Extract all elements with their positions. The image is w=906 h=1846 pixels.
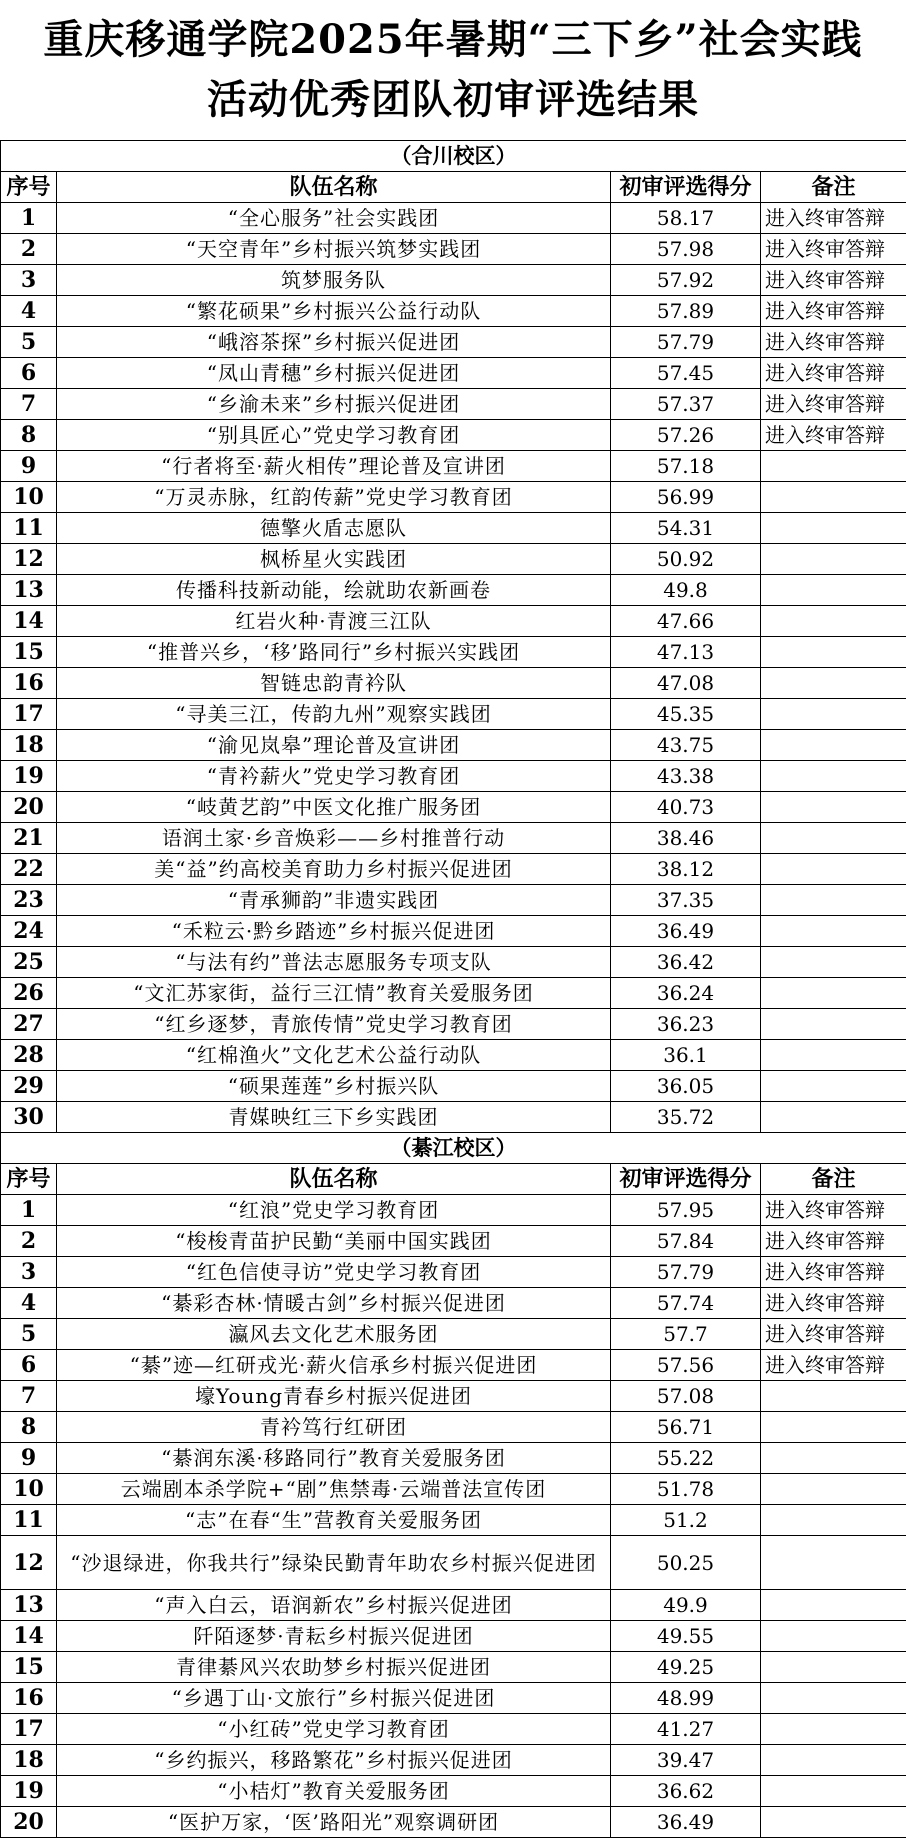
row-seq: 15 bbox=[1, 1652, 57, 1683]
row-note: 进入终审答辩 bbox=[761, 1226, 906, 1257]
header-team-name: 队伍名称 bbox=[57, 172, 611, 203]
table-row bbox=[1, 544, 906, 575]
row-team-name: “红乡逐梦，青旅传情”党史学习教育团 bbox=[57, 1009, 611, 1040]
table-row bbox=[1, 1288, 906, 1319]
row-seq: 11 bbox=[1, 1505, 57, 1536]
header-score: 初审评选得分 bbox=[611, 1164, 761, 1195]
row-score: 57.74 bbox=[611, 1288, 761, 1319]
row-score: 35.72 bbox=[611, 1102, 761, 1133]
row-score: 57.45 bbox=[611, 358, 761, 389]
row-seq: 21 bbox=[1, 823, 57, 854]
row-seq: 4 bbox=[1, 1288, 57, 1319]
row-note bbox=[761, 1621, 906, 1652]
row-team-name: 筑梦服务队 bbox=[57, 265, 611, 296]
row-score: 43.75 bbox=[611, 730, 761, 761]
row-seq: 22 bbox=[1, 854, 57, 885]
row-score: 37.35 bbox=[611, 885, 761, 916]
table-row bbox=[1, 823, 906, 854]
row-team-name: “医护万家，‘医’路阳光”观察调研团 bbox=[57, 1807, 611, 1838]
row-team-name: “声入白云，语润新农”乡村振兴促进团 bbox=[57, 1590, 611, 1621]
row-seq: 19 bbox=[1, 1776, 57, 1807]
table-row bbox=[1, 1412, 906, 1443]
row-score: 57.79 bbox=[611, 327, 761, 358]
row-seq: 20 bbox=[1, 1807, 57, 1838]
row-team-name: “别具匠心”党史学习教育团 bbox=[57, 420, 611, 451]
row-score: 36.23 bbox=[611, 1009, 761, 1040]
row-seq: 6 bbox=[1, 358, 57, 389]
row-seq: 16 bbox=[1, 1683, 57, 1714]
table-row bbox=[1, 513, 906, 544]
row-seq: 18 bbox=[1, 730, 57, 761]
row-seq: 24 bbox=[1, 916, 57, 947]
row-note bbox=[761, 1040, 906, 1071]
header-note: 备注 bbox=[761, 1164, 906, 1195]
row-seq: 10 bbox=[1, 1474, 57, 1505]
results-table bbox=[0, 140, 906, 1838]
row-team-name: “与法有约”普法志愿服务专项支队 bbox=[57, 947, 611, 978]
campus-name: （合川校区） bbox=[1, 141, 906, 172]
row-team-name: “禾粒云·黔乡踏迹”乡村振兴促进团 bbox=[57, 916, 611, 947]
row-seq: 12 bbox=[1, 544, 57, 575]
table-row bbox=[1, 1745, 906, 1776]
row-score: 47.66 bbox=[611, 606, 761, 637]
row-score: 36.49 bbox=[611, 1807, 761, 1838]
row-team-name: “梭梭青苗护民勤“美丽中国实践团 bbox=[57, 1226, 611, 1257]
row-team-name: 青衿笃行红研团 bbox=[57, 1412, 611, 1443]
table-row bbox=[1, 203, 906, 234]
row-note bbox=[761, 978, 906, 1009]
table-row bbox=[1, 1381, 906, 1412]
table-row bbox=[1, 1474, 906, 1505]
row-seq: 13 bbox=[1, 1590, 57, 1621]
row-score: 47.08 bbox=[611, 668, 761, 699]
row-note: 进入终审答辩 bbox=[761, 327, 906, 358]
row-score: 50.92 bbox=[611, 544, 761, 575]
row-note: 进入终审答辩 bbox=[761, 1257, 906, 1288]
table-row bbox=[1, 327, 906, 358]
row-team-name: “全心服务”社会实践团 bbox=[57, 203, 611, 234]
row-team-name: 阡陌逐梦·青耘乡村振兴促进团 bbox=[57, 1621, 611, 1652]
row-note bbox=[761, 637, 906, 668]
row-note: 进入终审答辩 bbox=[761, 389, 906, 420]
table-row bbox=[1, 420, 906, 451]
row-note bbox=[761, 1590, 906, 1621]
title-line-1: 重庆移通学院2025年暑期“三下乡”社会实践 bbox=[43, 16, 863, 63]
row-team-name: “綦彩杏林·情暖古剑”乡村振兴促进团 bbox=[57, 1288, 611, 1319]
row-note bbox=[761, 451, 906, 482]
table-row bbox=[1, 575, 906, 606]
row-note: 进入终审答辩 bbox=[761, 358, 906, 389]
row-score: 57.89 bbox=[611, 296, 761, 327]
table-row bbox=[1, 1319, 906, 1350]
campus-name: （綦江校区） bbox=[1, 1133, 906, 1164]
table-row bbox=[1, 1350, 906, 1381]
row-seq: 30 bbox=[1, 1102, 57, 1133]
row-team-name: 云端剧本杀学院+“剧”焦禁毒·云端普法宣传团 bbox=[57, 1474, 611, 1505]
row-score: 36.24 bbox=[611, 978, 761, 1009]
row-team-name: 德擎火盾志愿队 bbox=[57, 513, 611, 544]
row-team-name: 语润土家·乡音焕彩——乡村推普行动 bbox=[57, 823, 611, 854]
row-score: 36.42 bbox=[611, 947, 761, 978]
row-score: 49.55 bbox=[611, 1621, 761, 1652]
row-team-name: “小桔灯”教育关爱服务团 bbox=[57, 1776, 611, 1807]
table-row bbox=[1, 1102, 906, 1133]
row-team-name: 瀛风去文化艺术服务团 bbox=[57, 1319, 611, 1350]
row-team-name: “沙退绿进，你我共行”绿染民勤青年助农乡村振兴促进团 bbox=[57, 1536, 611, 1590]
row-score: 36.1 bbox=[611, 1040, 761, 1071]
header-team-name: 队伍名称 bbox=[57, 1164, 611, 1195]
row-note bbox=[761, 1714, 906, 1745]
row-seq: 26 bbox=[1, 978, 57, 1009]
row-note bbox=[761, 513, 906, 544]
row-team-name: “乡渝未来”乡村振兴促进团 bbox=[57, 389, 611, 420]
row-seq: 15 bbox=[1, 637, 57, 668]
row-note: 进入终审答辩 bbox=[761, 1195, 906, 1226]
row-score: 36.05 bbox=[611, 1071, 761, 1102]
table-row bbox=[1, 296, 906, 327]
row-team-name: “乡约振兴，移路繁花”乡村振兴促进团 bbox=[57, 1745, 611, 1776]
row-note bbox=[761, 885, 906, 916]
column-header-row bbox=[1, 1164, 906, 1195]
row-note bbox=[761, 947, 906, 978]
row-note bbox=[761, 482, 906, 513]
row-note bbox=[761, 1443, 906, 1474]
table-row bbox=[1, 947, 906, 978]
header-seq: 序号 bbox=[1, 172, 57, 203]
row-seq: 19 bbox=[1, 761, 57, 792]
row-team-name: “红棉渔火”文化艺术公益行动队 bbox=[57, 1040, 611, 1071]
column-header-row bbox=[1, 172, 906, 203]
table-row bbox=[1, 389, 906, 420]
row-team-name: 红岩火种·青渡三江队 bbox=[57, 606, 611, 637]
row-score: 49.8 bbox=[611, 575, 761, 606]
table-row bbox=[1, 482, 906, 513]
row-score: 57.37 bbox=[611, 389, 761, 420]
row-score: 48.99 bbox=[611, 1683, 761, 1714]
row-score: 45.35 bbox=[611, 699, 761, 730]
row-seq: 5 bbox=[1, 327, 57, 358]
row-team-name: 智链忠韵青衿队 bbox=[57, 668, 611, 699]
row-score: 58.17 bbox=[611, 203, 761, 234]
row-team-name: “天空青年”乡村振兴筑梦实践团 bbox=[57, 234, 611, 265]
table-row bbox=[1, 606, 906, 637]
row-note bbox=[761, 1102, 906, 1133]
row-note bbox=[761, 1071, 906, 1102]
row-seq: 8 bbox=[1, 1412, 57, 1443]
row-seq: 14 bbox=[1, 606, 57, 637]
table-row bbox=[1, 637, 906, 668]
header-seq: 序号 bbox=[1, 1164, 57, 1195]
row-seq: 14 bbox=[1, 1621, 57, 1652]
row-team-name: “凤山青穗”乡村振兴促进团 bbox=[57, 358, 611, 389]
row-team-name: “文汇苏家街，益行三江情”教育关爱服务团 bbox=[57, 978, 611, 1009]
row-team-name: “硕果莲莲”乡村振兴队 bbox=[57, 1071, 611, 1102]
row-team-name: “寻美三江，传韵九州”观察实践团 bbox=[57, 699, 611, 730]
header-note: 备注 bbox=[761, 172, 906, 203]
row-score: 57.95 bbox=[611, 1195, 761, 1226]
row-team-name: “乡遇丁山·文旅行”乡村振兴促进团 bbox=[57, 1683, 611, 1714]
row-seq: 4 bbox=[1, 296, 57, 327]
row-seq: 18 bbox=[1, 1745, 57, 1776]
row-score: 51.2 bbox=[611, 1505, 761, 1536]
table-row bbox=[1, 1443, 906, 1474]
row-team-name: 传播科技新动能，绘就助农新画卷 bbox=[57, 575, 611, 606]
row-note bbox=[761, 668, 906, 699]
row-seq: 23 bbox=[1, 885, 57, 916]
table-row bbox=[1, 730, 906, 761]
row-seq: 13 bbox=[1, 575, 57, 606]
row-team-name: “綦”迹—红研戎光·薪火信承乡村振兴促进团 bbox=[57, 1350, 611, 1381]
row-score: 57.7 bbox=[611, 1319, 761, 1350]
row-score: 38.12 bbox=[611, 854, 761, 885]
row-score: 55.22 bbox=[611, 1443, 761, 1474]
table-row bbox=[1, 1071, 906, 1102]
row-team-name: “青衿薪火”党史学习教育团 bbox=[57, 761, 611, 792]
table-row bbox=[1, 1226, 906, 1257]
row-seq: 8 bbox=[1, 420, 57, 451]
row-team-name: “推普兴乡，‘移’路同行”乡村振兴实践团 bbox=[57, 637, 611, 668]
row-note bbox=[761, 1474, 906, 1505]
row-team-name: “红色信使寻访”党史学习教育团 bbox=[57, 1257, 611, 1288]
row-seq: 7 bbox=[1, 1381, 57, 1412]
row-team-name: “红浪”党史学习教育团 bbox=[57, 1195, 611, 1226]
row-note: 进入终审答辩 bbox=[761, 1350, 906, 1381]
row-score: 47.13 bbox=[611, 637, 761, 668]
row-team-name: 枫桥星火实践团 bbox=[57, 544, 611, 575]
table-row bbox=[1, 1257, 906, 1288]
row-seq: 28 bbox=[1, 1040, 57, 1071]
row-note bbox=[761, 699, 906, 730]
row-seq: 5 bbox=[1, 1319, 57, 1350]
table-row bbox=[1, 1009, 906, 1040]
row-team-name: 美“益”约高校美育助力乡村振兴促进团 bbox=[57, 854, 611, 885]
title-line-2: 活动优秀团队初审评选结果 bbox=[207, 76, 699, 123]
table-row bbox=[1, 885, 906, 916]
row-seq: 12 bbox=[1, 1536, 57, 1590]
row-score: 51.78 bbox=[611, 1474, 761, 1505]
row-team-name: 壕Young青春乡村振兴促进团 bbox=[57, 1381, 611, 1412]
row-score: 49.25 bbox=[611, 1652, 761, 1683]
row-note: 进入终审答辩 bbox=[761, 1288, 906, 1319]
row-note: 进入终审答辩 bbox=[761, 296, 906, 327]
row-score: 36.49 bbox=[611, 916, 761, 947]
table-row bbox=[1, 854, 906, 885]
row-seq: 17 bbox=[1, 699, 57, 730]
row-score: 38.46 bbox=[611, 823, 761, 854]
row-note: 进入终审答辩 bbox=[761, 265, 906, 296]
row-note bbox=[761, 730, 906, 761]
row-note bbox=[761, 792, 906, 823]
row-score: 43.38 bbox=[611, 761, 761, 792]
table-row bbox=[1, 1776, 906, 1807]
row-team-name: “繁花硕果”乡村振兴公益行动队 bbox=[57, 296, 611, 327]
row-team-name: “峨溶茶探”乡村振兴促进团 bbox=[57, 327, 611, 358]
row-score: 56.71 bbox=[611, 1412, 761, 1443]
row-team-name: “万灵赤脉，红韵传薪”党史学习教育团 bbox=[57, 482, 611, 513]
row-team-name: “青承狮韵”非遗实践团 bbox=[57, 885, 611, 916]
document-title bbox=[0, 0, 906, 140]
row-score: 50.25 bbox=[611, 1536, 761, 1590]
row-score: 54.31 bbox=[611, 513, 761, 544]
campus-header-row bbox=[1, 1133, 906, 1164]
row-seq: 3 bbox=[1, 265, 57, 296]
row-note bbox=[761, 823, 906, 854]
row-seq: 17 bbox=[1, 1714, 57, 1745]
row-note bbox=[761, 1683, 906, 1714]
table-row bbox=[1, 761, 906, 792]
table-row bbox=[1, 1621, 906, 1652]
row-score: 57.56 bbox=[611, 1350, 761, 1381]
row-seq: 9 bbox=[1, 1443, 57, 1474]
campus-header-row bbox=[1, 141, 906, 172]
table-row bbox=[1, 1652, 906, 1683]
table-row bbox=[1, 916, 906, 947]
row-seq: 3 bbox=[1, 1257, 57, 1288]
row-score: 49.9 bbox=[611, 1590, 761, 1621]
row-note bbox=[761, 1776, 906, 1807]
row-score: 39.47 bbox=[611, 1745, 761, 1776]
row-score: 41.27 bbox=[611, 1714, 761, 1745]
row-team-name: “綦润东溪·移路同行”教育关爱服务团 bbox=[57, 1443, 611, 1474]
row-score: 57.92 bbox=[611, 265, 761, 296]
row-score: 57.98 bbox=[611, 234, 761, 265]
row-score: 57.08 bbox=[611, 1381, 761, 1412]
row-seq: 29 bbox=[1, 1071, 57, 1102]
row-team-name: “岐黄艺韵”中医文化推广服务团 bbox=[57, 792, 611, 823]
row-team-name: “渝见岚皋”理论普及宣讲团 bbox=[57, 730, 611, 761]
row-score: 57.26 bbox=[611, 420, 761, 451]
row-note: 进入终审答辩 bbox=[761, 203, 906, 234]
row-score: 57.84 bbox=[611, 1226, 761, 1257]
row-note bbox=[761, 606, 906, 637]
table-row bbox=[1, 699, 906, 730]
row-team-name: 青媒映红三下乡实践团 bbox=[57, 1102, 611, 1133]
table-row bbox=[1, 792, 906, 823]
table-row bbox=[1, 1714, 906, 1745]
row-note: 进入终审答辩 bbox=[761, 234, 906, 265]
row-score: 36.62 bbox=[611, 1776, 761, 1807]
row-note bbox=[761, 544, 906, 575]
table-row bbox=[1, 358, 906, 389]
row-seq: 11 bbox=[1, 513, 57, 544]
row-seq: 1 bbox=[1, 1195, 57, 1226]
table-row bbox=[1, 451, 906, 482]
table-row bbox=[1, 1590, 906, 1621]
table-row bbox=[1, 1040, 906, 1071]
header-score: 初审评选得分 bbox=[611, 172, 761, 203]
row-note bbox=[761, 854, 906, 885]
row-note bbox=[761, 1536, 906, 1590]
table-row bbox=[1, 234, 906, 265]
row-seq: 27 bbox=[1, 1009, 57, 1040]
row-seq: 1 bbox=[1, 203, 57, 234]
row-note bbox=[761, 1505, 906, 1536]
row-seq: 10 bbox=[1, 482, 57, 513]
row-note bbox=[761, 1807, 906, 1838]
table-row bbox=[1, 1505, 906, 1536]
row-score: 57.18 bbox=[611, 451, 761, 482]
row-team-name: “行者将至·薪火相传”理论普及宣讲团 bbox=[57, 451, 611, 482]
table-row bbox=[1, 1807, 906, 1838]
row-seq: 6 bbox=[1, 1350, 57, 1381]
row-note bbox=[761, 1412, 906, 1443]
row-seq: 25 bbox=[1, 947, 57, 978]
row-score: 40.73 bbox=[611, 792, 761, 823]
row-team-name: “志”在春“生”营教育关爱服务团 bbox=[57, 1505, 611, 1536]
row-team-name: 青律綦风兴农助梦乡村振兴促进团 bbox=[57, 1652, 611, 1683]
row-seq: 7 bbox=[1, 389, 57, 420]
row-note bbox=[761, 575, 906, 606]
table-row bbox=[1, 978, 906, 1009]
row-note: 进入终审答辩 bbox=[761, 420, 906, 451]
row-note bbox=[761, 761, 906, 792]
table-row bbox=[1, 1195, 906, 1226]
results-table-body bbox=[1, 141, 906, 1838]
row-seq: 2 bbox=[1, 1226, 57, 1257]
table-row bbox=[1, 668, 906, 699]
table-row bbox=[1, 1536, 906, 1590]
row-seq: 20 bbox=[1, 792, 57, 823]
row-seq: 9 bbox=[1, 451, 57, 482]
row-score: 57.79 bbox=[611, 1257, 761, 1288]
row-seq: 16 bbox=[1, 668, 57, 699]
table-row bbox=[1, 265, 906, 296]
table-row bbox=[1, 1683, 906, 1714]
row-note: 进入终审答辩 bbox=[761, 1319, 906, 1350]
row-seq: 2 bbox=[1, 234, 57, 265]
row-note bbox=[761, 916, 906, 947]
row-team-name: “小红砖”党史学习教育团 bbox=[57, 1714, 611, 1745]
row-note bbox=[761, 1745, 906, 1776]
row-note bbox=[761, 1652, 906, 1683]
row-note bbox=[761, 1009, 906, 1040]
row-note bbox=[761, 1381, 906, 1412]
row-score: 56.99 bbox=[611, 482, 761, 513]
